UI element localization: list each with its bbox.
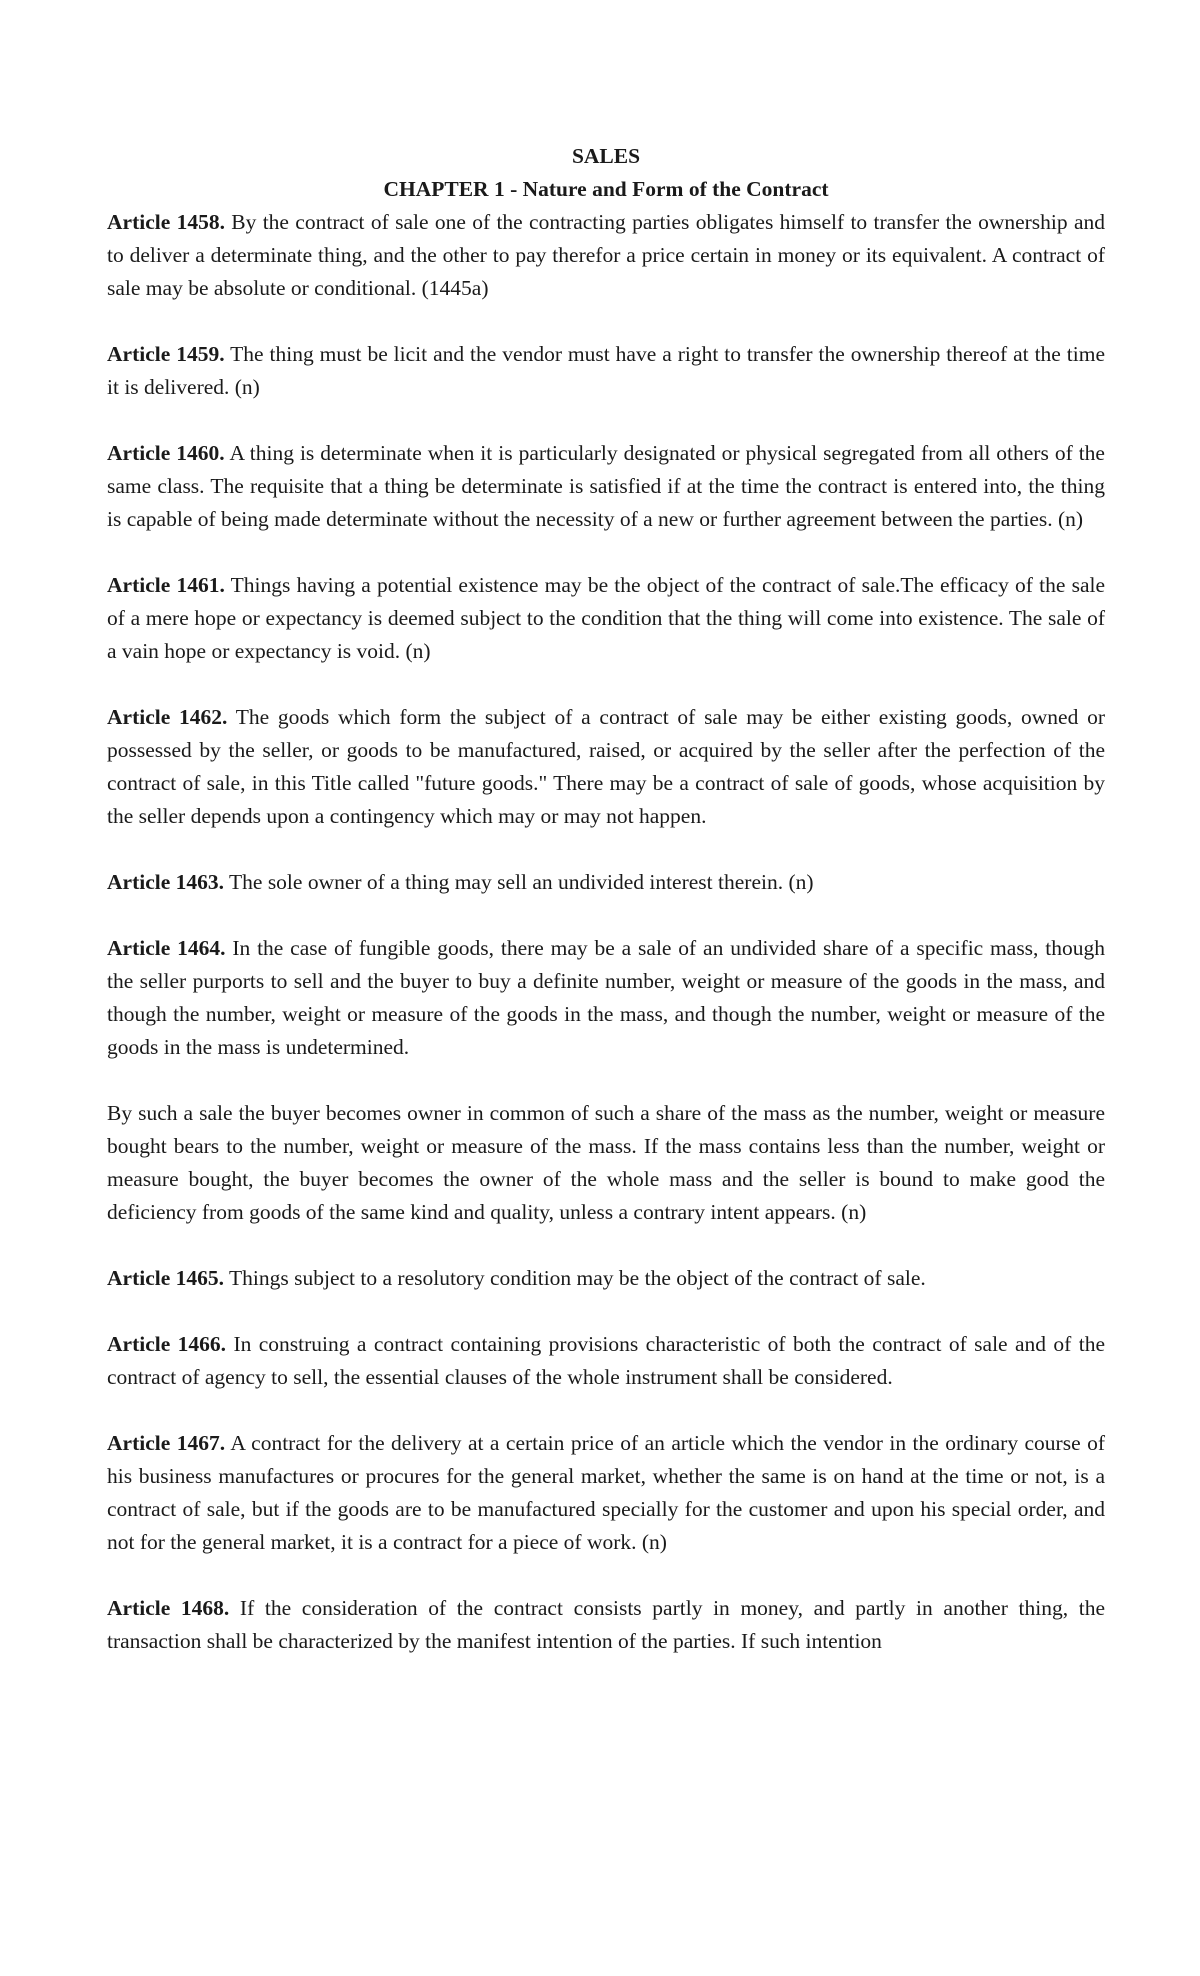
article-label: Article 1464.: [107, 936, 226, 960]
article-1464: [107, 932, 1105, 1064]
article-text: Things subject to a resolutory condition may be the object of the contract of sale.: [229, 1266, 926, 1290]
article-text: In construing a contract containing provisions characteristic of both the contract of sale and of the contract of agency to sell, the essential clauses of the whole instrument shall be considered.: [107, 1332, 1106, 1389]
chapter-heading: CHAPTER 1 - Nature and Form of the Contract: [383, 177, 829, 201]
document-page: [107, 140, 1105, 1691]
article-label: Article 1463.: [107, 870, 225, 894]
article-label: Article 1462.: [107, 705, 228, 729]
article-text: A contract for the delivery at a certain price of an article which the vendor in the ordinary course of his business manufactures or procures for the general market, whether the same is on hand at the time or not, is a contract of sale, but if the goods are to be manufactured specially for the customer and upon his special order, and not for the general market, it is a contract for a piece of work. (n): [107, 1431, 1105, 1554]
article-1460: [107, 437, 1105, 536]
article-label: Article 1468.: [107, 1596, 230, 1620]
article-1466: [107, 1328, 1105, 1394]
article-text: The goods which form the subject of a contract of sale may be either existing goods, owned or possessed by the seller, or goods to be manufactured, raised, or acquired by the seller after the perfection of the contract of sale, in this Title called "future goods." There may be a contract of sale of goods, whose acquisition by the seller depends upon a contingency which may or may not happen.: [107, 705, 1105, 828]
article-label: Article 1467.: [107, 1431, 226, 1455]
article-text: Things having a potential existence may be the object of the contract of sale.The efficacy of the sale of a mere hope or expectancy is deemed subject to the condition that the thing will come into existence. The sale of a vain hope or expectancy is void. (n): [107, 573, 1106, 663]
article-1468: [107, 1592, 1105, 1658]
article-1463: [107, 866, 1105, 899]
article-text: If the consideration of the contract consists partly in money, and partly in another thing, the transaction shall be characterized by the manifest intention of the parties. If such intention: [107, 1596, 1105, 1653]
article-1462: [107, 701, 1105, 833]
article-1465: [107, 1262, 1105, 1295]
article-1467: [107, 1427, 1105, 1559]
article-text: In the case of fungible goods, there may be a sale of an undivided share of a specific mass, though the seller purports to sell and the buyer to buy a definite number, weight or measure of the goods in the mass, and though the number, weight or measure of the goods in the mass, and though the number, weight or measure of the goods in the mass is undetermined.: [107, 936, 1105, 1059]
article-label: Article 1461.: [107, 573, 225, 597]
article-label: Article 1459.: [107, 342, 225, 366]
article-text: The sole owner of a thing may sell an undivided interest therein. (n): [229, 870, 814, 894]
article-1461: [107, 569, 1105, 668]
article-text: By the contract of sale one of the contracting parties obligates himself to transfer the ownership and to deliver a determinate thing, and the other to pay therefor a price certain in money or its equivalent. A contract of sale may be absolute or conditional. (1445a): [107, 210, 1106, 300]
article-label: Article 1458.: [107, 210, 225, 234]
article-1458: [107, 206, 1105, 305]
document-title: SALES: [571, 144, 641, 168]
article-1464-continued: [107, 1097, 1105, 1229]
article-text: The thing must be licit and the vendor must have a right to transfer the ownership thereof at the time it is delivered. (n): [107, 342, 1105, 399]
article-1459: [107, 338, 1105, 404]
article-text: A thing is determinate when it is particularly designated or physical segregated from all others of the same class. The requisite that a thing be determinate is satisfied if at the time the contract is entered into, the thing is capable of being made determinate without the necessity of a new or further agreement between the parties. (n): [107, 441, 1105, 531]
article-label: Article 1466.: [107, 1332, 227, 1356]
article-text: By such a sale the buyer becomes owner in common of such a share of the mass as the number, weight or measure bought bears to the number, weight or measure of the mass. If the mass contains less than the number, weight or measure bought, the buyer becomes the owner of the whole mass and the seller is bound to make good the deficiency from goods of the same kind and quality, unless a contrary intent appears. (n): [107, 1101, 1105, 1224]
article-label: Article 1460.: [107, 441, 225, 465]
article-label: Article 1465.: [107, 1266, 225, 1290]
